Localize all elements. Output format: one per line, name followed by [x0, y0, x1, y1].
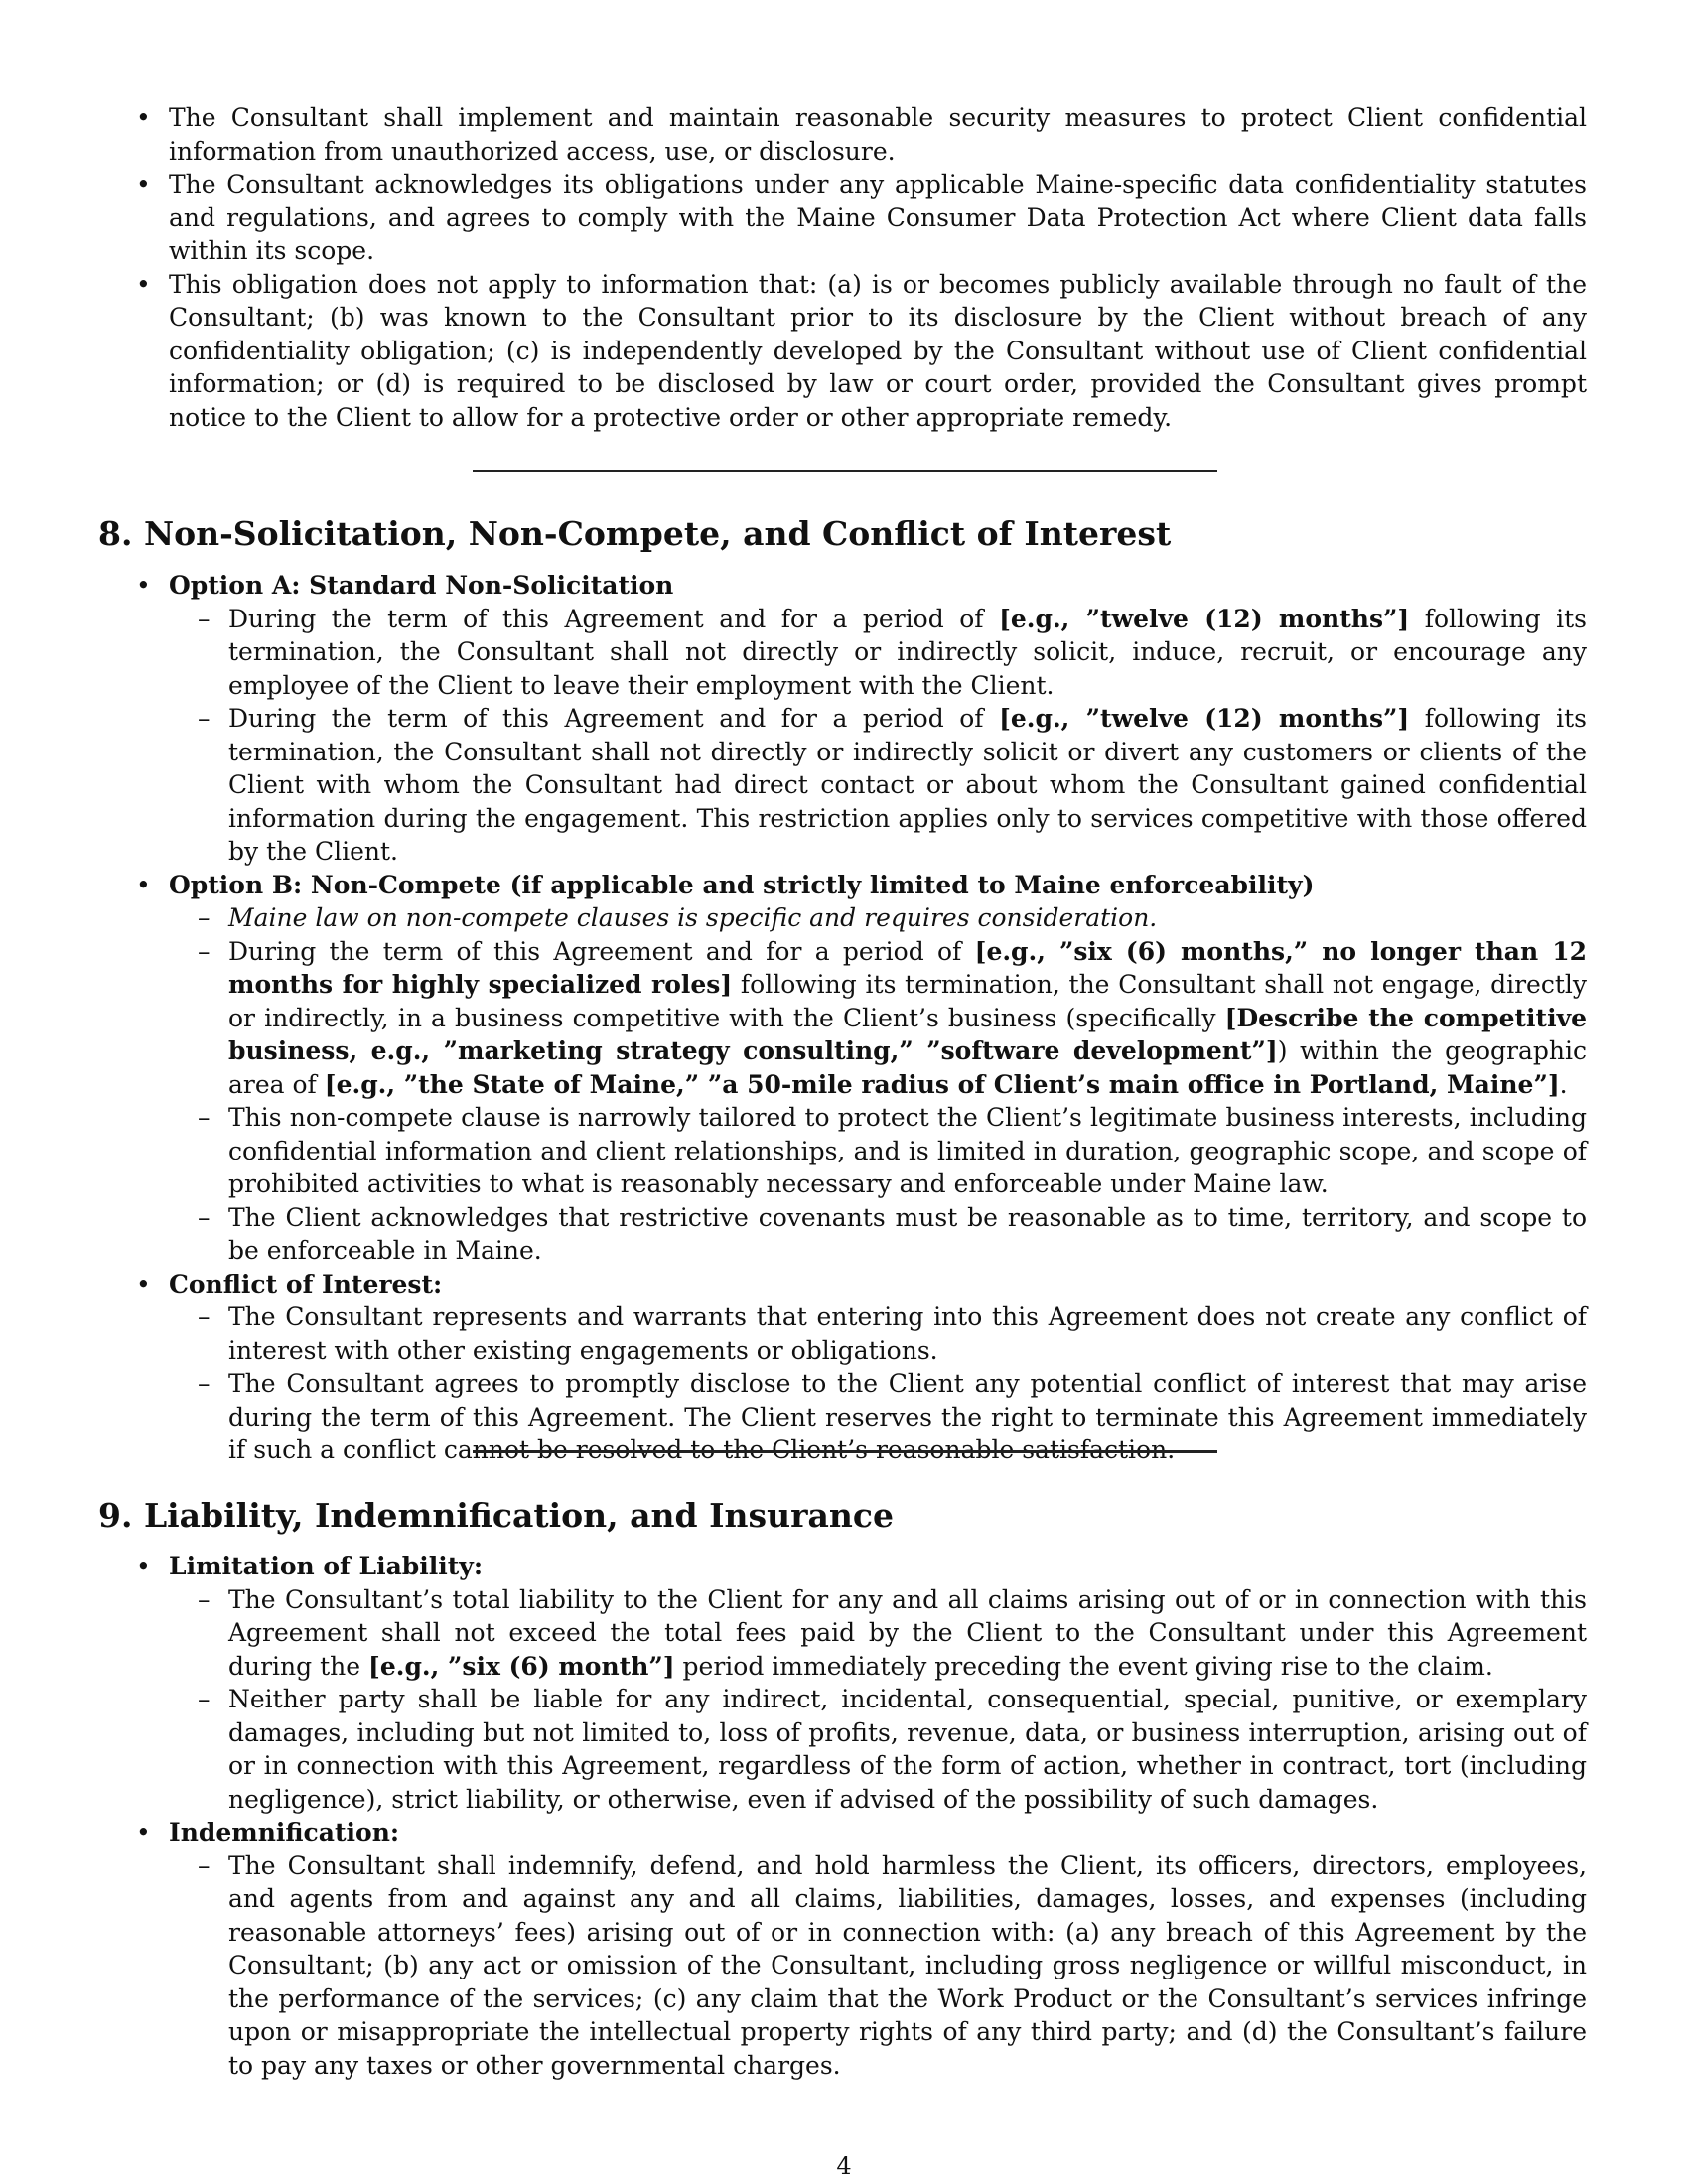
list-item: [169, 935, 1587, 1102]
text: During the term of this Agreement and for a period of: [228, 604, 1000, 633]
section8-body: [0, 569, 1688, 1467]
list-item: – The Client acknowledges that restrictive covenants must be reasonable as to time, territory, and scope to be enforceable in Maine.: [169, 1201, 1587, 1268]
placeholder-text: [e.g., ”twelve (12) months”]: [999, 604, 1410, 633]
option-a-title: Option A: Standard Non-Solicitation: [169, 571, 674, 600]
list-item: • This obligation does not apply to information that: (a) is or becomes publicly available through no fault of the Consultant; (b) was known to the Consultant prior to its disclosure by the Client without breach of any confidentiality obligation; (c) is independently developed by the Consultant without use of Client confidential information; or (d) is required to be disclosed by law or court order, provided the Consultant gives prompt notice to the Client to allow for a protective order or other appropriate remedy.: [0, 268, 1688, 435]
list-item-note: – Maine law on non-compete clauses is specific and requires consideration.: [169, 901, 1587, 935]
text: period immediately preceding the event giving rise to the claim.: [674, 1651, 1493, 1681]
limitation-of-liability: [0, 1550, 1688, 1816]
text: following its termination, the Consultant shall not directly or indirectly solicit, induce, recruit, or encourage any employee of the Client to leave their employment with the Client.: [228, 604, 1587, 700]
page-number: 4: [836, 2152, 852, 2180]
text: following its termination, the Consultant shall not engage, directly or indirectly, in a business competitive with the Client’s business (specifically: [228, 970, 1587, 1032]
option-b: [0, 869, 1688, 1268]
section-divider: [473, 1450, 1217, 1453]
placeholder-text: [e.g., ”six (6) months,” no longer than 12 months for highly specialized roles]: [228, 936, 1587, 999]
section-8-heading: 8. Non-Solicitation, Non-Compete, and Conflict of Interest: [98, 514, 1172, 553]
placeholder-text: [e.g., ”six (6) month”]: [368, 1651, 675, 1681]
section7-bullets: [0, 101, 1688, 434]
option-b-title: Option B: Non-Compete (if applicable and strictly limited to Maine enforceability): [169, 870, 1315, 899]
placeholder-text: [e.g., ”twelve (12) months”]: [999, 704, 1410, 733]
option-a: [0, 569, 1688, 869]
section-divider: [473, 470, 1217, 472]
list-item: • The Consultant shall implement and maintain reasonable security measures to protect Client confidential information from unauthorized access, use, or disclosure.: [0, 101, 1688, 168]
list-item: – This non-compete clause is narrowly tailored to protect the Client’s legitimate business interests, including confidential information and client relationships, and is limited in duration, geographic scope, and scope of prohibited activities to what is reasonably necessary and enforceable under Maine law.: [169, 1101, 1587, 1201]
text: During the term of this Agreement and for a period of: [228, 704, 1000, 733]
placeholder-text: [e.g., ”the State of Maine,” ”a 50-mile radius of Client’s main office in Portland, Maine”]: [324, 1069, 1560, 1099]
list-item: [169, 1583, 1587, 1684]
conflict-title: Conflict of Interest:: [169, 1269, 443, 1298]
list-item: – The Consultant agrees to promptly disclose to the Client any potential conflict of interest that may arise during the term of this Agreement. The Client reserves the right to terminate this Agreement immediately if such a conflict cannot be resolved to the Client’s reasonable satisfaction.: [169, 1367, 1587, 1467]
list-item: – Neither party shall be liable for any indirect, incidental, consequential, special, punitive, or exemplary damages, including but not limited to, loss of profits, revenue, data, or business interruption, arising out of or in connection with this Agreement, regardless of the form of action, whether in contract, tort (including negligence), strict liability, or otherwise, even if advised of the possibility of such damages.: [169, 1683, 1587, 1816]
text: The Consultant’s total liability to the Client for any and all claims arising out of or in connection with this Agreement shall not exceed the total fees paid by the Client to the Consultant under this Agreement during the: [228, 1584, 1587, 1681]
list-item: – The Consultant shall indemnify, defend, and hold harmless the Client, its officers, directors, employees, and agents from and against any and all claims, liabilities, damages, losses, and expenses (including reasonable attorneys’ fees) arising out of or in connection with: (a) any breach of this Agreement by the Consultant; (b) any act or omission of the Consultant, including gross negligence or willful misconduct, in the performance of the services; (c) any claim that the Work Product or the Consultant’s services infringe upon or misappropriate the intellectual property rights of any third party; and (d) the Consultant’s failure to pay any taxes or other governmental charges.: [169, 1849, 1587, 2083]
list-item: [169, 603, 1587, 703]
section-9-heading: 9. Liability, Indemnification, and Insurance: [98, 1496, 894, 1535]
list-item: [169, 702, 1587, 869]
text: During the term of this Agreement and for a period of: [228, 936, 975, 966]
list-item: • The Consultant acknowledges its obligations under any applicable Maine-specific data confidentiality statutes and regulations, and agrees to comply with the Maine Consumer Data Protection Act where Client data falls within its scope.: [0, 168, 1688, 268]
indemnification-title: Indemnification:: [169, 1818, 400, 1846]
section9-body: [0, 1550, 1688, 2082]
limitation-title: Limitation of Liability:: [169, 1552, 484, 1580]
conflict-of-interest: [0, 1268, 1688, 1467]
text: following its termination, the Consultant shall not directly or indirectly solicit or divert any customers or clients of the Client with whom the Consultant had direct contact or about whom the Consultant gained confidential information during the engagement. This restriction applies only to services competitive with those offered by the Client.: [228, 704, 1587, 866]
text: .: [1559, 1069, 1568, 1099]
indemnification: [0, 1816, 1688, 2082]
list-item: – The Consultant represents and warrants that entering into this Agreement does not create any conflict of interest with other existing engagements or obligations.: [169, 1300, 1587, 1367]
text: ) within the geographic area of: [228, 1036, 1587, 1099]
placeholder-text: [Describe the competitive business, e.g., ”marketing strategy consulting,” ”software development”]: [228, 1003, 1588, 1065]
